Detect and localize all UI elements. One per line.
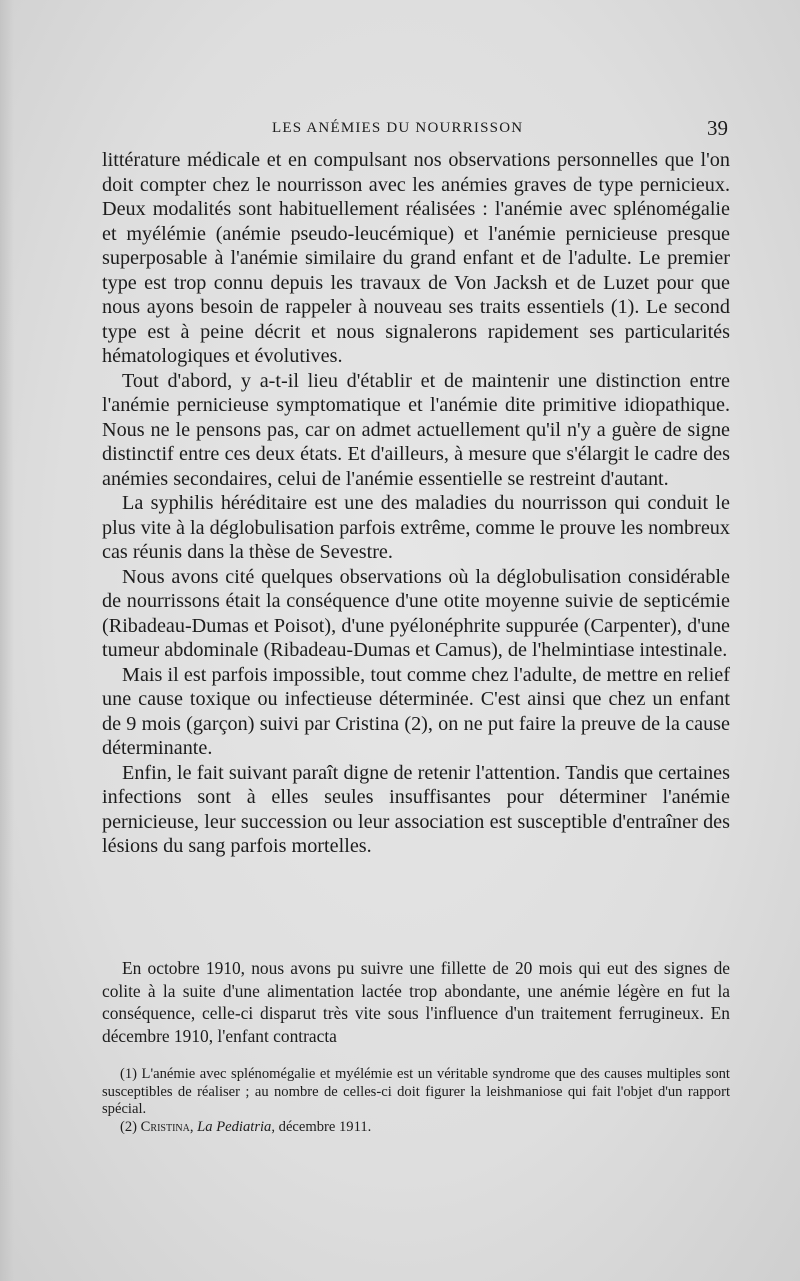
footnote-2-author: Cristina (140, 1118, 190, 1135)
running-title: LES ANÉMIES DU NOURRISSON (272, 120, 524, 136)
footnote-2-date: , décembre 1911. (271, 1118, 372, 1135)
paragraph-2: Tout d'abord, y a-t-il lieu d'établir et de maintenir une distinction entre l'anémie pernicieuse symptomatique et l'anémie dite primitive idiopathique. Nous ne le pensons pas, car on admet actuellement qu'il n'y a guère de signe distinctif entre ces deux états. Et d'ailleurs, à mesure que s'élargit le cadre des anémies secondaires, celui de l'anémie essentielle se restreint d'autant. (102, 369, 730, 490)
footnote-2-separator: , (189, 1118, 198, 1135)
main-text (102, 148, 730, 859)
footnote-2-marker: (2) (120, 1118, 141, 1135)
paragraph-4: Nous avons cité quelques observations où la déglobulisation considérable de nourrissons était la conséquence d'une otite moyenne suivie de septicémie (Ribadeau-Dumas et Poisot), d'une pyélonéphrite suppurée (Carpenter), d'une tumeur abdominale (Ribadeau-Dumas et Camus), de l'helmintiase intestinale. (102, 565, 730, 661)
case-report-paragraph: En octobre 1910, nous avons pu suivre une fillette de 20 mois qui eut des signes de colite à la suite d'une alimentation lactée trop abondante, une anémie légère en fut la conséquence, celle-ci disparut très vite sous l'influence d'un traitement ferrugineux. En décembre 1910, l'enfant contracta (102, 958, 730, 1046)
footnote-2 (102, 1119, 730, 1137)
paragraph-1: littérature médicale et en compulsant nos observations personnelles que l'on doit compter chez le nourrisson avec les anémies graves de type pernicieux. Deux modalités sont habituellement réalisées : l'anémie avec splénomégalie et myélémie (anémie pseudo-leucémique) et l'anémie pernicieuse presque superposable à l'anémie similaire du grand enfant et de l'adulte. Le premier type est trop connu depuis les travaux de Von Jacksh et de Luzet pour que nous ayons besoin de rappeler à nouveau ses traits essentiels (1). Le second type est à peine décrit et nous signalerons rapidement ses particularités hématologiques et évolutives. (102, 149, 730, 367)
paragraph-3: La syphilis héréditaire est une des maladies du nourrisson qui conduit le plus vite à la déglobulisation parfois extrême, comme le prouve les nombreux cas réunis dans la thèse de Sevestre. (102, 492, 730, 563)
footnote-1: (1) L'anémie avec splénomégalie et myélémie est un véritable syndrome que des causes multiples sont susceptibles de réaliser ; au nombre de celles-ci doit figurer la leishmaniose qui fait l'objet d'un rapport spécial. (102, 1066, 730, 1118)
page-edge-shadow (0, 0, 14, 1281)
footnotes (102, 1066, 730, 1136)
footnote-2-journal: La Pediatria (197, 1118, 272, 1135)
running-header (102, 118, 728, 140)
paragraph-5: Mais il est parfois impossible, tout comme chez l'adulte, de mettre en relief une cause toxique ou infectieuse déterminée. C'est ainsi que chez un enfant de 9 mois (garçon) suivi par Cristina (2), on ne put faire la preuve de la cause déterminante. (102, 663, 730, 759)
paragraph-6: Enfin, le fait suivant paraît digne de retenir l'attention. Tandis que certaines infections sont à elles seules insuffisantes pour déterminer l'anémie pernicieuse, leur succession ou leur association est susceptible d'entraîner des lésions du sang parfois mortelles. (102, 761, 730, 857)
page-number: 39 (707, 116, 728, 140)
